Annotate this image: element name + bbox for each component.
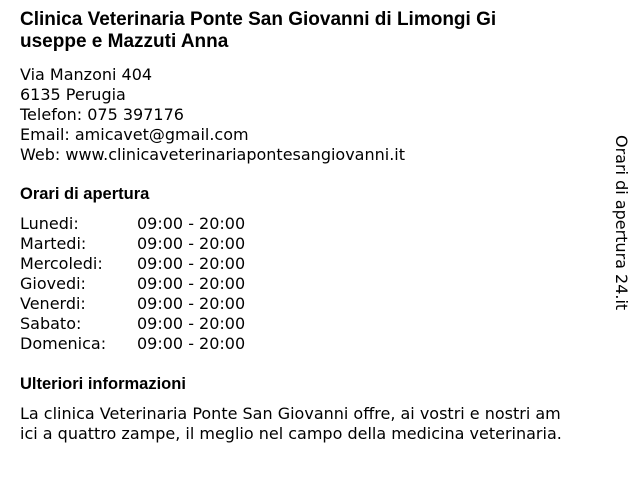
hours-row-friday — [20, 294, 320, 314]
more-info-line-1: La clinica Veterinaria Ponte San Giovanni offre, ai vostri e nostri am — [20, 404, 561, 423]
site-watermark: Orari di apertura 24.it — [612, 135, 631, 311]
web-line: Web: www.clinicaveterinariapontesangiovanni.it — [20, 145, 406, 164]
more-info-text — [20, 404, 562, 444]
day-label: Sabato: — [20, 314, 82, 333]
phone-line: Telefon: 075 397176 — [20, 105, 184, 124]
address-street: Via Manzoni 404 — [20, 65, 153, 84]
opening-hours-table — [20, 214, 320, 354]
more-info-heading: Ulteriori informazioni — [20, 375, 186, 393]
time-range: 09:00 - 20:00 — [137, 314, 246, 333]
business-name — [20, 9, 620, 53]
time-range: 09:00 - 20:00 — [137, 234, 246, 253]
more-info-line-2: ici a quattro zampe, il meglio nel campo della medicina veterinaria. — [20, 424, 562, 443]
address-city: 6135 Perugia — [20, 85, 126, 104]
business-name-line-1: Clinica Veterinaria Ponte San Giovanni di Limongi Gi — [20, 9, 497, 30]
hours-row-thursday — [20, 274, 320, 294]
day-label: Venerdi: — [20, 294, 86, 313]
email-line: Email: amicavet@gmail.com — [20, 125, 249, 144]
time-range: 09:00 - 20:00 — [137, 254, 246, 273]
hours-row-tuesday — [20, 234, 320, 254]
hours-row-monday — [20, 214, 320, 234]
day-label: Giovedi: — [20, 274, 86, 293]
day-label: Lunedi: — [20, 214, 79, 233]
hours-row-wednesday — [20, 254, 320, 274]
time-range: 09:00 - 20:00 — [137, 274, 246, 293]
business-name-line-2: useppe e Mazzuti Anna — [20, 31, 229, 52]
time-range: 09:00 - 20:00 — [137, 214, 246, 233]
day-label: Mercoledi: — [20, 254, 103, 273]
time-range: 09:00 - 20:00 — [137, 334, 246, 353]
contact-block — [20, 65, 405, 165]
day-label: Domenica: — [20, 334, 107, 353]
time-range: 09:00 - 20:00 — [137, 294, 246, 313]
day-label: Martedi: — [20, 234, 87, 253]
opening-hours-heading: Orari di apertura — [20, 185, 150, 203]
hours-row-sunday — [20, 334, 320, 354]
hours-row-saturday — [20, 314, 320, 334]
